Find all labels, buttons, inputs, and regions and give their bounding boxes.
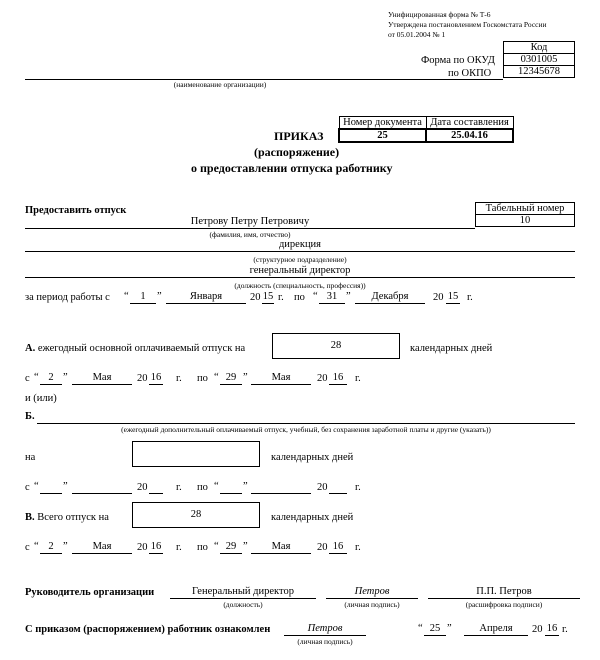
- ack-label: С приказом (распоряжением) работник ознакомлен: [25, 624, 271, 635]
- year-prefix: 20: [317, 542, 328, 553]
- period-to-year: 15: [447, 291, 459, 302]
- section-a-text: ежегодный основной оплачиваемый отпуск на: [37, 343, 246, 354]
- quote-open: “: [34, 541, 39, 552]
- to-label: по: [197, 542, 208, 553]
- v-to-day: 29: [220, 541, 242, 554]
- period-to-day: 31: [319, 291, 345, 304]
- year-prefix: 20: [137, 373, 148, 384]
- a-from-day: 2: [40, 372, 62, 385]
- doc-number-label: Номер документа: [339, 117, 426, 130]
- to-label: по: [197, 373, 208, 384]
- head-position-caption: (должность): [223, 600, 263, 609]
- doc-number: 25: [339, 129, 426, 142]
- year-prefix: 20: [317, 373, 328, 384]
- code-header: Код: [504, 42, 575, 54]
- form-header-3: от 05.01.2004 № 1: [388, 30, 446, 39]
- section-v-text: Всего отпуск на: [37, 512, 109, 523]
- department-caption: (структурное подразделение): [253, 255, 347, 264]
- section-b-caption: (ежегодный дополнительный оплачиваемый отпуск, учебный, без сохранения заработной платы и другие (указать)): [121, 425, 491, 434]
- a-to-day: 29: [220, 372, 242, 385]
- year-g: г.: [176, 482, 182, 493]
- period-from-month: Января: [166, 291, 246, 304]
- tab-table: [475, 202, 575, 227]
- quote-open: “: [214, 372, 219, 383]
- b-from-year: [149, 481, 163, 494]
- ack-month: Апреля: [464, 623, 528, 636]
- quote-open: “: [34, 481, 39, 492]
- head-position: Генеральный директор: [170, 586, 316, 599]
- org-caption: (наименование организации): [173, 80, 267, 89]
- okpo-label: по ОКПО: [448, 68, 492, 79]
- section-v-days-label: календарных дней: [271, 512, 354, 523]
- quote-open: “: [214, 541, 219, 552]
- v-to-month: Мая: [251, 541, 311, 554]
- section-v-label: [25, 512, 109, 523]
- year-g: г.: [467, 292, 473, 303]
- quote-open: “: [124, 291, 129, 302]
- v-from-day: 2: [40, 541, 62, 554]
- section-a-letter: А.: [25, 343, 36, 354]
- year-prefix: 20: [137, 482, 148, 493]
- ack-signature-caption: (личная подпись): [297, 637, 353, 646]
- doc-title: ПРИКАЗ: [274, 129, 324, 143]
- period-po: по: [294, 292, 305, 303]
- year-g: г.: [176, 542, 182, 553]
- ack-signature: Петров: [284, 623, 366, 636]
- a-from-year: 16: [150, 372, 162, 383]
- section-a-label: [25, 343, 245, 354]
- quote-open: “: [34, 372, 39, 383]
- employee-name: Петрову Петру Петровичу: [25, 216, 475, 229]
- year-prefix: 20: [317, 482, 328, 493]
- quote-close: ”: [157, 291, 162, 302]
- period-from-year: 15: [262, 291, 274, 302]
- a-from-month: Мая: [72, 372, 132, 385]
- section-b-letter: Б.: [25, 411, 35, 422]
- section-v-letter: В.: [25, 512, 35, 523]
- b-from-day: [40, 481, 62, 494]
- v-to-year: 16: [329, 541, 347, 554]
- head-signature: Петров: [326, 586, 418, 599]
- quote-open: “: [214, 481, 219, 492]
- quote-close: ”: [63, 541, 68, 552]
- section-b-days: [132, 441, 260, 467]
- year-g: г.: [355, 482, 361, 493]
- doc-date-label: Дата составления: [426, 117, 513, 130]
- form-header-1: Унифицированная форма № Т-6: [388, 10, 491, 19]
- head-name: П.П. Петров: [428, 586, 580, 599]
- head-label: Руководитель организации: [25, 587, 155, 598]
- quote-close: ”: [346, 291, 351, 302]
- head-name-caption: (расшифровка подписи): [465, 600, 543, 609]
- b-to-year: [329, 481, 347, 494]
- quote-open: “: [418, 623, 423, 634]
- quote-close: ”: [63, 481, 68, 492]
- section-b-na: на: [25, 452, 36, 463]
- year-prefix: 20: [532, 624, 543, 635]
- year-g: г.: [562, 624, 568, 635]
- section-a-days-label: календарных дней: [410, 343, 493, 354]
- quote-close: ”: [243, 481, 248, 492]
- department: дирекция: [25, 239, 575, 252]
- year-g: г.: [278, 292, 284, 303]
- section-v-days: 28: [132, 502, 260, 528]
- from-label: с: [25, 542, 30, 553]
- codes-table: [503, 41, 575, 78]
- doc-subtitle: (распоряжение): [254, 145, 340, 159]
- tab-value: 10: [476, 215, 575, 227]
- b-to-day: [220, 481, 242, 494]
- okud-value: 0301005: [504, 54, 575, 66]
- position: генеральный директор: [25, 265, 575, 278]
- ack-day: 25: [424, 623, 446, 636]
- year-g: г.: [355, 542, 361, 553]
- section-b-days-label: календарных дней: [271, 452, 354, 463]
- period-from-day: 1: [130, 291, 156, 304]
- from-label: с: [25, 373, 30, 384]
- doc-table: [338, 116, 514, 143]
- doc-date: 25.04.16: [426, 129, 513, 142]
- tab-label: Табельный номер: [476, 203, 575, 215]
- form-header-2: Утверждена постановлением Госкомстата России: [388, 20, 547, 29]
- v-from-month: Мая: [72, 541, 132, 554]
- section-a-days: 28: [272, 333, 400, 359]
- quote-close: ”: [243, 372, 248, 383]
- head-signature-caption: (личная подпись): [344, 600, 400, 609]
- b-from-month: [72, 481, 132, 494]
- from-label: с: [25, 482, 30, 493]
- doc-purpose: о предоставлении отпуска работнику: [191, 161, 393, 175]
- v-from-year: 16: [150, 541, 162, 552]
- position-caption: (должность (специальность, профессия)): [234, 281, 366, 290]
- okud-label: Форма по ОКУД: [421, 55, 495, 66]
- period-to-month: Декабря: [355, 291, 425, 304]
- ack-year: 16: [546, 623, 558, 634]
- a-to-year: 16: [329, 372, 347, 385]
- grant-label: Предоставить отпуск: [25, 205, 127, 216]
- quote-close: ”: [63, 372, 68, 383]
- to-label: по: [197, 482, 208, 493]
- year-g: г.: [176, 373, 182, 384]
- okpo-value: 12345678: [504, 66, 575, 78]
- and-or: и (или): [25, 393, 57, 404]
- year-g: г.: [355, 373, 361, 384]
- b-to-month: [251, 481, 311, 494]
- quote-open: “: [313, 291, 318, 302]
- year-prefix: 20: [433, 292, 444, 303]
- employee-name-caption: (фамилия, имя, отчество): [209, 230, 291, 239]
- a-to-month: Мая: [251, 372, 311, 385]
- quote-close: ”: [447, 623, 452, 634]
- year-prefix: 20: [137, 542, 148, 553]
- period-prefix: за период работы с: [25, 292, 110, 303]
- year-prefix: 20: [250, 292, 261, 303]
- section-b-line: [37, 423, 575, 424]
- quote-close: ”: [243, 541, 248, 552]
